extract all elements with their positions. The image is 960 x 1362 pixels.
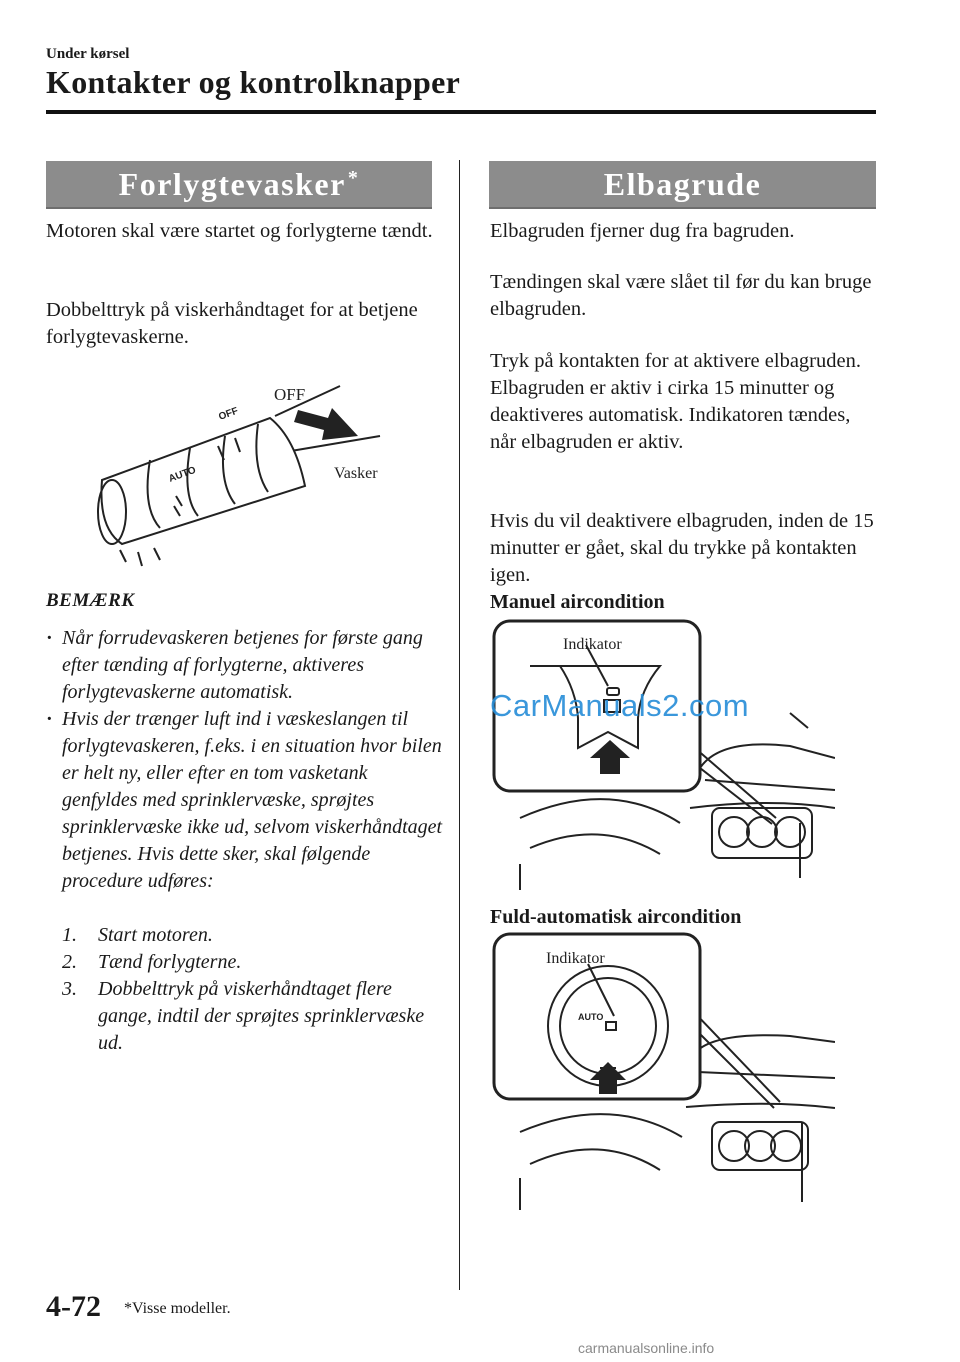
watermark: CarManuals2.com (490, 688, 750, 723)
footnote: *Visse modeller. (124, 1300, 231, 1317)
label-off: OFF (274, 385, 306, 404)
subheading-manual-ac: Manuel aircondition (490, 591, 665, 613)
paragraph: Tændingen skal være slået til før du kan bruge elbagruden. (490, 271, 872, 320)
page-number: 4-72 (46, 1290, 101, 1323)
stalk-mark-off: OFF (217, 405, 240, 423)
label-washer: Vasker (334, 465, 378, 482)
site-watermark: carmanualsonline.info (578, 1340, 715, 1356)
step-text: Start motoren. (98, 924, 213, 946)
paragraph: Motoren skal være startet og forlygterne tændt. (46, 220, 433, 242)
push-arrow-icon (294, 408, 358, 440)
step-number: 2. (62, 951, 77, 973)
step-number: 1. (62, 924, 77, 946)
header-rule (46, 110, 876, 114)
note-text: Hvis der trænger luft ind i væskeslangen til forlygtevaskeren, f.eks. i en situation hvor bilen er helt ny, eller efter en tom vasketank genfyldes med sprinklervæske, sprøjtes sprinklervæske ikke ud, selvom viskerhåndtaget betjenes. Hvis dette sker, skal følgende procedure udføres: (62, 708, 443, 892)
note-item (46, 706, 446, 895)
bullet: · (46, 708, 53, 730)
step-text: Tænd forlygterne. (98, 951, 242, 973)
note-title: BEMÆRK (46, 590, 135, 611)
banner-title: Elbagrude (603, 165, 762, 202)
step-text: Dobbelttryk på viskerhåndtaget flere gange, indtil der sprøjtes sprinklervæske ud. (98, 978, 425, 1054)
indicator-label: Indikator (563, 636, 622, 653)
paragraph: Elbagruden fjerner dug fra bagruden. (490, 220, 795, 242)
wiper-stalk-illustration (90, 378, 400, 578)
note-item (46, 625, 446, 706)
stalk-mark-auto: AUTO (167, 464, 198, 485)
dial-mark-auto: AUTO (578, 1012, 604, 1022)
indicator-label: Indikator (546, 950, 605, 967)
section-banner-headlamp-washer (46, 161, 432, 209)
banner-title: Forlygtevasker (118, 165, 346, 202)
step-number: 3. (62, 978, 77, 1000)
manual-ac-panel-illustration (490, 618, 835, 890)
footnote-mark: * (347, 166, 360, 189)
auto-ac-panel-illustration (490, 932, 835, 1210)
subheading-auto-ac: Fuld-automatisk aircondition (490, 906, 742, 928)
section-banner-rear-defroster (489, 161, 876, 209)
note-text: Når forrudevaskeren betjenes for første gang efter tænding af forlygterne, aktiveres forlygtevaskerne automatisk. (62, 627, 423, 703)
chapter-title: Kontakter og kontrolknapper (46, 64, 461, 100)
paragraph: Hvis du vil deaktivere elbagruden, inden de 15 minutter er gået, skal du trykke på kontakten igen. (490, 510, 874, 586)
bullet: · (46, 627, 53, 649)
section-kicker: Under kørsel (46, 46, 130, 62)
procedure-step (62, 922, 442, 949)
paragraph: Dobbelttryk på viskerhåndtaget for at betjene forlygtevaskerne. (46, 299, 418, 348)
paragraph: Tryk på kontakten for at aktivere elbagruden. Elbagruden er aktiv i cirka 15 minutter og deaktiveres automatisk. Indikatoren tændes, når elbagruden er aktiv. (490, 350, 861, 453)
procedure-step (62, 976, 442, 1057)
column-separator (459, 160, 460, 1290)
procedure-step (62, 949, 442, 976)
